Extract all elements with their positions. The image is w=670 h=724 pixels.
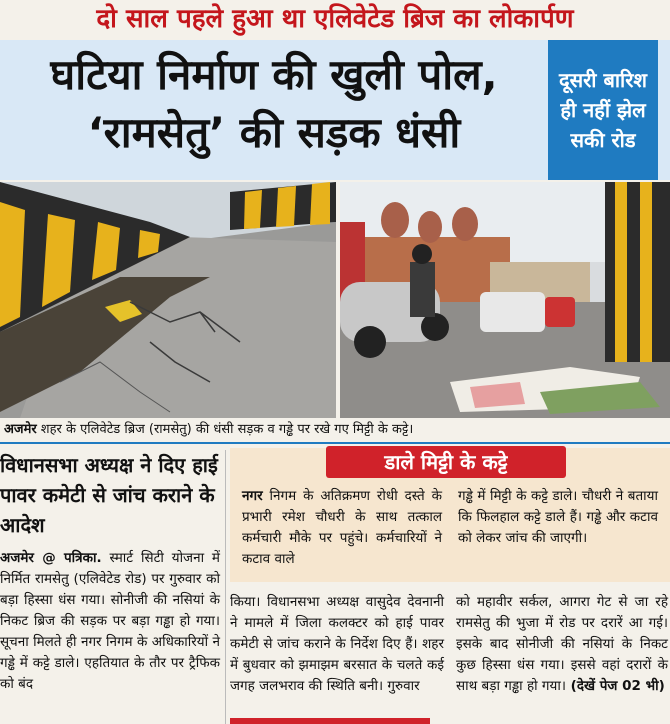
box-left-text [242,486,442,570]
column1-text: स्मार्ट सिटी योजना में निर्मित रामसेतु (एलिवेटेड रोड) पर गुरुवार को बड़ा हिस्सा धंस गया। सोनीजी की नसियां के निकट ब्रिज की सड़क पर बड़ा गड्ढा हो गया। सूचना मिलते ही नगर निगम के अधिकारियों ने गड्ढे में कट्टे डाले। एहतियात के तौर पर ट्रैफिक को बंद [0,550,221,692]
headline-line-1: घटिया निर्माण की खुली पोल, [50,50,498,99]
column2-body: किया। विधानसभा अध्यक्ष वासुदेव देवनानी ने मामले में जिला कलक्टर को हाई पावर कमेटी से जांच कराने के निर्देश दिए हैं। शहर में बुधवार को झमाझम बरसात के चलते कई जगह जलभराव की स्थिति बनी। गुरुवार [230,594,444,694]
column3-text: को महावीर सर्कल, आगरा गेट से जा रहे रामसेतु की भुजा में रोड पर दरारें आ गई। इसके बाद सोनीजी की नसियां के निकट कुछ हिस्सा धंस गया। इससे वहां दरारों के साथ बड़ा गड्ढा हो गया। [456,594,668,694]
caption-text: शहर के एलिवेटेड ब्रिज (रामसेतु) की धंसी सड़क व गड्ढे पर रखे गए मिट्टी के कट्टे। [36,422,414,437]
section-rule [0,442,670,444]
side-badge [548,40,658,180]
box-right-text: गड्ढे में मिट्टी के कट्टे डाले। चौधरी ने बताया कि फिलहाल कट्टे डाले हैं। गड्ढे और कटाव को लेकर जांच की जाएगी। [458,488,658,546]
column1-body [0,548,220,695]
headline-line-2: ‘रामसेतु’ की सड़क धंसी [87,108,461,157]
column1-heading: विधानसभा अध्यक्ष ने दिए हाई पावर कमेटी से जांच कराने के आदेश [0,453,218,537]
photo-cracked-road [0,182,336,418]
box-heading: डाले मिट्टी के कट्टे [326,446,566,478]
column1-dateline: अजमेर @ पत्रिका. [0,550,102,566]
bottom-tag [230,718,430,724]
side-badge-text: दूसरी बारिश ही नहीं झेल सकी रोड [558,68,648,152]
box-left-place: नगर [242,488,263,504]
box-left-body: निगम के अतिक्रमण रोधी दस्ते के प्रभारी रमेश चौधरी के साथ तत्काल कर्मचारी मौके पर पहुंचे। कर्मचारियों ने कटाव वाले [242,488,442,567]
kicker: दो साल पहले हुआ था एलिवेटेड ब्रिज का लोकार्पण [96,4,574,34]
column3-body [456,592,668,697]
photo-caption [4,420,666,440]
column3-more: (देखें पेज 02 भी) [565,678,665,694]
side-edge [658,40,670,180]
column-divider [225,450,226,724]
photo-sandbags-street [340,182,670,418]
headline [0,46,548,162]
caption-place: अजमेर [4,422,37,437]
